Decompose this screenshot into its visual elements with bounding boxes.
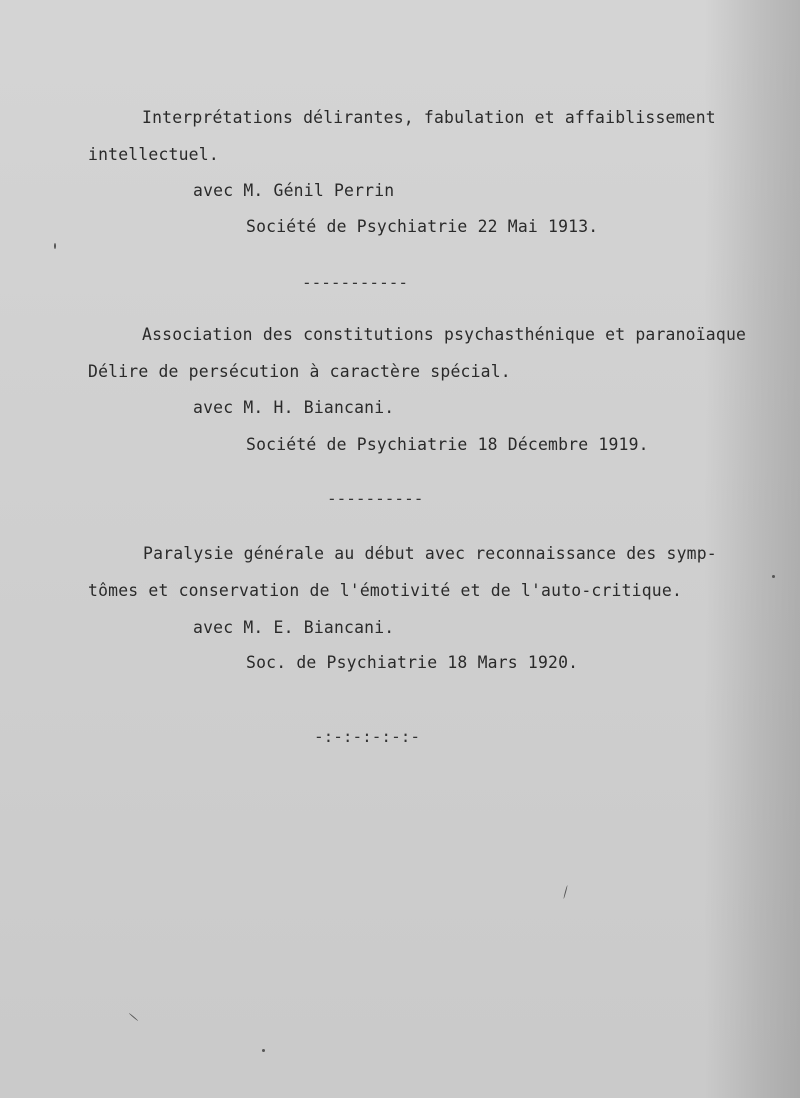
entry-1-coauthor: avec M. Génil Perrin: [193, 181, 395, 200]
scan-speck: [262, 1049, 265, 1052]
entry-2-title-line-2: Délire de persécution à caractère spécial.: [88, 362, 511, 381]
entry-3-coauthor: avec M. E. Biancani.: [193, 618, 395, 637]
entry-1-title-line-1: Interprétations délirantes, fabulation et affaiblissement: [142, 108, 716, 127]
entry-2-source: Société de Psychiatrie 18 Décembre 1919.: [246, 435, 649, 454]
scan-speck: [563, 885, 568, 899]
entry-1-title-line-2: intellectuel.: [88, 145, 219, 164]
scan-speck: [129, 1013, 139, 1021]
entry-2-coauthor: avec M. H. Biancani.: [193, 398, 395, 417]
entry-1-source: Société de Psychiatrie 22 Mai 1913.: [246, 217, 599, 236]
separator-2: ----------: [327, 489, 424, 508]
entry-2-title-line-1: Association des constitutions psychasthénique et paranoïaque: [142, 325, 747, 344]
entry-3-source: Soc. de Psychiatrie 18 Mars 1920.: [246, 653, 579, 672]
scan-speck: [772, 575, 775, 578]
scan-speck: [54, 243, 56, 249]
entry-3-title-line-1: Paralysie générale au début avec reconnaissance des symp-: [143, 544, 717, 563]
separator-1: -----------: [302, 273, 408, 292]
end-separator: -:-:-:-:-:-: [314, 727, 420, 746]
entry-3-title-line-2: tômes et conservation de l'émotivité et de l'auto-critique.: [88, 581, 683, 600]
